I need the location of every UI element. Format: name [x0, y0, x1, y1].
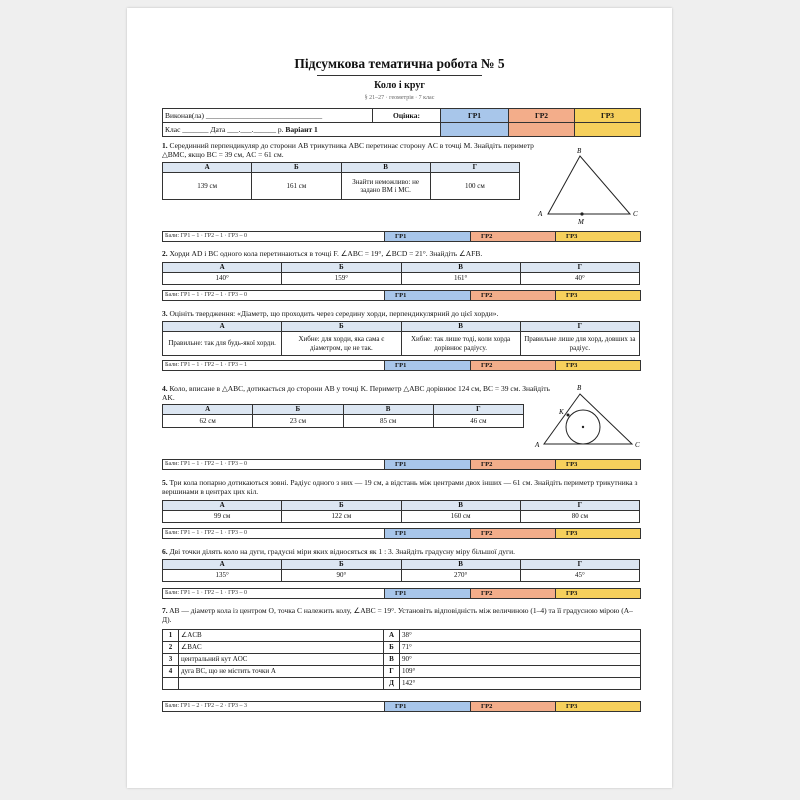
- question-1: [162, 141, 552, 159]
- question-4-options: [162, 404, 524, 428]
- score-cell-gr2[interactable]: ГР2: [471, 702, 556, 712]
- question-4-score-bar: [162, 459, 641, 470]
- score-label: Бали: ГР1 – 1 · ГР2 – 1 · ГР3 – 0: [163, 232, 385, 242]
- question-text: Коло, вписане в △ABC, дотикається до сторони AB у точці K. Периметр △ABC дорівнює 124 см, BC = 39 см. Знайдіть AK.: [162, 384, 550, 402]
- option-letter: А: [163, 405, 253, 415]
- option-letter: Б: [282, 560, 401, 570]
- option-letter: А: [163, 501, 282, 511]
- label-c: C: [635, 441, 640, 449]
- match-right-letter: Б: [384, 642, 400, 654]
- page-title: Підсумкова тематична робота № 5: [294, 56, 505, 71]
- option-letter: Б: [253, 405, 343, 415]
- score-cell-gr1[interactable]: ГР1: [385, 702, 471, 712]
- score-cell-gr2[interactable]: ГР2: [471, 361, 556, 371]
- match-right-item[interactable]: 90°: [400, 654, 641, 666]
- grade-label: Оцінка:: [373, 109, 441, 123]
- match-right-item[interactable]: 38°: [400, 630, 641, 642]
- option-d[interactable]: 100 см: [430, 173, 519, 200]
- question-7: [162, 606, 640, 624]
- option-d[interactable]: 46 см: [433, 415, 523, 428]
- option-b[interactable]: 23 см: [253, 415, 343, 428]
- match-left-item[interactable]: центральний кут AOC: [179, 654, 384, 666]
- score-cell-gr2[interactable]: ГР2: [471, 529, 556, 539]
- score-label: Бали: ГР1 – 1 · ГР2 – 1 · ГР3 – 1: [163, 361, 385, 371]
- question-4: [162, 384, 562, 402]
- match-left-number: 3: [163, 654, 179, 666]
- option-letter: Г: [520, 560, 639, 570]
- match-left-number: 4: [163, 666, 179, 678]
- match-right-letter: А: [384, 630, 400, 642]
- score-cell-gr2[interactable]: ГР2: [471, 232, 556, 242]
- option-letter: Г: [433, 405, 523, 415]
- group-header-1: ГР1: [441, 109, 509, 123]
- grade-cell-3[interactable]: [575, 123, 641, 137]
- option-b[interactable]: 122 см: [282, 511, 401, 523]
- option-letter: А: [163, 263, 282, 273]
- question-number: 3.: [162, 309, 168, 318]
- score-label: Бали: ГР1 – 1 · ГР2 – 1 · ГР3 – 0: [163, 291, 385, 301]
- option-d[interactable]: 80 см: [520, 511, 639, 523]
- score-label: Бали: ГР1 – 1 · ГР2 – 1 · ГР3 – 0: [163, 589, 385, 599]
- option-a[interactable]: 62 см: [163, 415, 253, 428]
- question-2: [162, 249, 640, 258]
- question-1-score-bar: [162, 231, 641, 242]
- question-number: 4.: [162, 384, 168, 393]
- label-k: K: [559, 408, 564, 416]
- option-letter: Б: [282, 501, 401, 511]
- option-b[interactable]: 159°: [282, 273, 401, 285]
- label-a: A: [538, 210, 543, 218]
- option-letter: В: [401, 263, 520, 273]
- label-c: C: [633, 210, 638, 218]
- option-d[interactable]: Правильне лише для хорд, довших за радіус.: [520, 332, 639, 356]
- score-cell-gr1[interactable]: ГР1: [385, 589, 471, 599]
- grade-cell-2[interactable]: [509, 123, 575, 137]
- option-letter: Г: [520, 501, 639, 511]
- question-text: Серединний перпендикуляр до сторони AB трикутника ABC перетинає сторону AC в точці M. Знайдіть периметр △BMC, якщо BC = 39 см, AC = 61 см.: [162, 141, 534, 159]
- score-cell-gr3[interactable]: ГР3: [556, 291, 641, 301]
- option-a[interactable]: 99 см: [163, 511, 282, 523]
- option-letter: В: [343, 405, 433, 415]
- score-cell-gr1[interactable]: ГР1: [385, 291, 471, 301]
- match-left-number: 2: [163, 642, 179, 654]
- score-cell-gr3[interactable]: ГР3: [556, 702, 641, 712]
- option-b[interactable]: 90°: [282, 570, 401, 582]
- match-left-item[interactable]: ∠ACB: [179, 630, 384, 642]
- question-2-options: [162, 262, 640, 285]
- match-left-number: 1: [163, 630, 179, 642]
- match-right-item[interactable]: 109°: [400, 666, 641, 678]
- label-a: A: [535, 441, 540, 449]
- option-b[interactable]: 161 см: [252, 173, 341, 200]
- option-a[interactable]: 135°: [163, 570, 282, 582]
- option-c[interactable]: 85 см: [343, 415, 433, 428]
- question-number: 5.: [162, 478, 168, 487]
- option-c[interactable]: 270°: [401, 570, 520, 582]
- option-a[interactable]: Правильне: так для будь-якої хорди.: [163, 332, 282, 356]
- match-right-letter: В: [384, 654, 400, 666]
- option-letter: В: [401, 501, 520, 511]
- option-letter: А: [163, 163, 252, 173]
- option-letter: Б: [282, 263, 401, 273]
- option-letter: В: [341, 163, 430, 173]
- option-letter: Г: [520, 322, 639, 332]
- option-c[interactable]: 161°: [401, 273, 520, 285]
- question-number: 1.: [162, 141, 168, 150]
- question-5-score-bar: [162, 528, 641, 539]
- score-cell-gr1[interactable]: ГР1: [385, 460, 471, 470]
- circle-center: [582, 426, 584, 428]
- group-header-2: ГР2: [509, 109, 575, 123]
- score-cell-gr3[interactable]: ГР3: [556, 460, 641, 470]
- score-cell-gr3[interactable]: ГР3: [556, 232, 641, 242]
- question-text: Хорди AD і BC одного кола перетинаються в точці F. ∠ABC = 19°, ∠BCD = 21°. Знайдіть ∠AFB.: [169, 249, 483, 258]
- question-6-options: [162, 559, 640, 582]
- question-number: 7.: [162, 606, 168, 615]
- variant-label: Варіант 1: [285, 125, 318, 134]
- option-letter: Б: [282, 322, 401, 332]
- question-2-score-bar: [162, 290, 641, 301]
- question-3-options: [162, 321, 640, 356]
- class-date-field: Клас _______ Дата ___.___.______ р.: [165, 125, 284, 134]
- option-b[interactable]: Хибне: для хорди, яка сама є діаметром, це не так.: [282, 332, 401, 356]
- question-text: Три кола попарно дотикаються зовні. Радіус одного з них — 19 см, а відстань між центрами двох інших — 61 см. Знайдіть периметр трикутника з вершинами в центрах цих кіл.: [162, 478, 638, 496]
- match-left-number: [163, 678, 179, 690]
- incircle-triangle-figure: [532, 380, 642, 460]
- match-left-item[interactable]: ∠BAC: [179, 642, 384, 654]
- option-d[interactable]: 45°: [520, 570, 639, 582]
- label-b: B: [577, 147, 582, 155]
- triangle-abc-figure: [532, 146, 642, 226]
- match-right-letter: Д: [384, 678, 400, 690]
- option-a[interactable]: 140°: [163, 273, 282, 285]
- question-1-options: [162, 162, 520, 200]
- question-7-score-bar: [162, 701, 641, 712]
- label-m: M: [578, 218, 584, 226]
- class-date-row[interactable]: [163, 123, 441, 137]
- option-c[interactable]: 160 см: [401, 511, 520, 523]
- question-6-score-bar: [162, 588, 641, 599]
- option-letter: А: [163, 322, 282, 332]
- match-left-item[interactable]: дуга BC, що не містить точки A: [179, 666, 384, 678]
- score-cell-gr3[interactable]: ГР3: [556, 361, 641, 371]
- question-text: AB — діаметр кола із центром O, точка C належить колу, ∠ABC = 19°. Установіть відповідність між величиною (1–4) та її градусною мірою (А–Д).: [162, 606, 633, 624]
- score-cell-gr3[interactable]: ГР3: [556, 589, 641, 599]
- student-name-field[interactable]: Виконав(ла) _______________________________: [163, 109, 373, 123]
- option-letter: А: [163, 560, 282, 570]
- option-letter: Г: [430, 163, 519, 173]
- match-left-item: [179, 678, 384, 690]
- question-3: [162, 309, 640, 318]
- score-cell-gr2[interactable]: ГР2: [471, 291, 556, 301]
- point-k: [567, 414, 570, 417]
- question-number: 6.: [162, 547, 168, 556]
- option-d[interactable]: 40°: [520, 273, 639, 285]
- triangle-shape: [544, 394, 632, 444]
- page-meta: § 21–27 · геометрія · 7 клас: [364, 95, 435, 101]
- question-text: Дві точки ділять коло на дуги, градусні міри яких відносяться як 1 : 3. Знайдіть градусну міру більшої дуги.: [169, 547, 515, 556]
- triangle-shape: [548, 156, 630, 214]
- question-text: Оцініть твердження: «Діаметр, що проходить через середину хорди, перпендикулярний до цієї хорди».: [169, 309, 499, 318]
- grade-cell-1[interactable]: [441, 123, 509, 137]
- option-c[interactable]: Хибне: так лише тоді, коли хорда дорівнює радіусу.: [401, 332, 520, 356]
- score-label: Бали: ГР1 – 1 · ГР2 – 1 · ГР3 – 0: [163, 529, 385, 539]
- page-subtitle: Коло і круг: [374, 80, 425, 91]
- question-5: [162, 478, 640, 496]
- score-cell-gr3[interactable]: ГР3: [556, 529, 641, 539]
- question-5-options: [162, 500, 640, 523]
- match-right-letter: Г: [384, 666, 400, 678]
- group-header-3: ГР3: [575, 109, 641, 123]
- match-right-item[interactable]: 142°: [400, 678, 641, 690]
- matching-table: [162, 629, 641, 690]
- match-right-item[interactable]: 71°: [400, 642, 641, 654]
- question-3-score-bar: [162, 360, 641, 371]
- score-cell-gr2[interactable]: ГР2: [471, 460, 556, 470]
- point-m: [580, 212, 583, 215]
- option-c[interactable]: Знайти неможливо: не задано BM і MC.: [341, 173, 430, 200]
- question-number: 2.: [162, 249, 168, 258]
- question-6: [162, 547, 640, 556]
- student-info-table: [162, 108, 641, 137]
- option-letter: Г: [520, 263, 639, 273]
- option-a[interactable]: 139 см: [163, 173, 252, 200]
- score-cell-gr2[interactable]: ГР2: [471, 589, 556, 599]
- score-cell-gr1[interactable]: ГР1: [385, 529, 471, 539]
- score-cell-gr1[interactable]: ГР1: [385, 361, 471, 371]
- score-label: Бали: ГР1 – 1 · ГР2 – 1 · ГР3 – 0: [163, 460, 385, 470]
- score-cell-gr1[interactable]: ГР1: [385, 232, 471, 242]
- option-letter: В: [401, 322, 520, 332]
- title-underline: [317, 75, 482, 76]
- option-letter: В: [401, 560, 520, 570]
- worksheet-page: [127, 8, 672, 788]
- score-label: Бали: ГР1 – 2 · ГР2 – 2 · ГР3 – 3: [163, 702, 385, 712]
- option-letter: Б: [252, 163, 341, 173]
- label-b: B: [577, 384, 582, 392]
